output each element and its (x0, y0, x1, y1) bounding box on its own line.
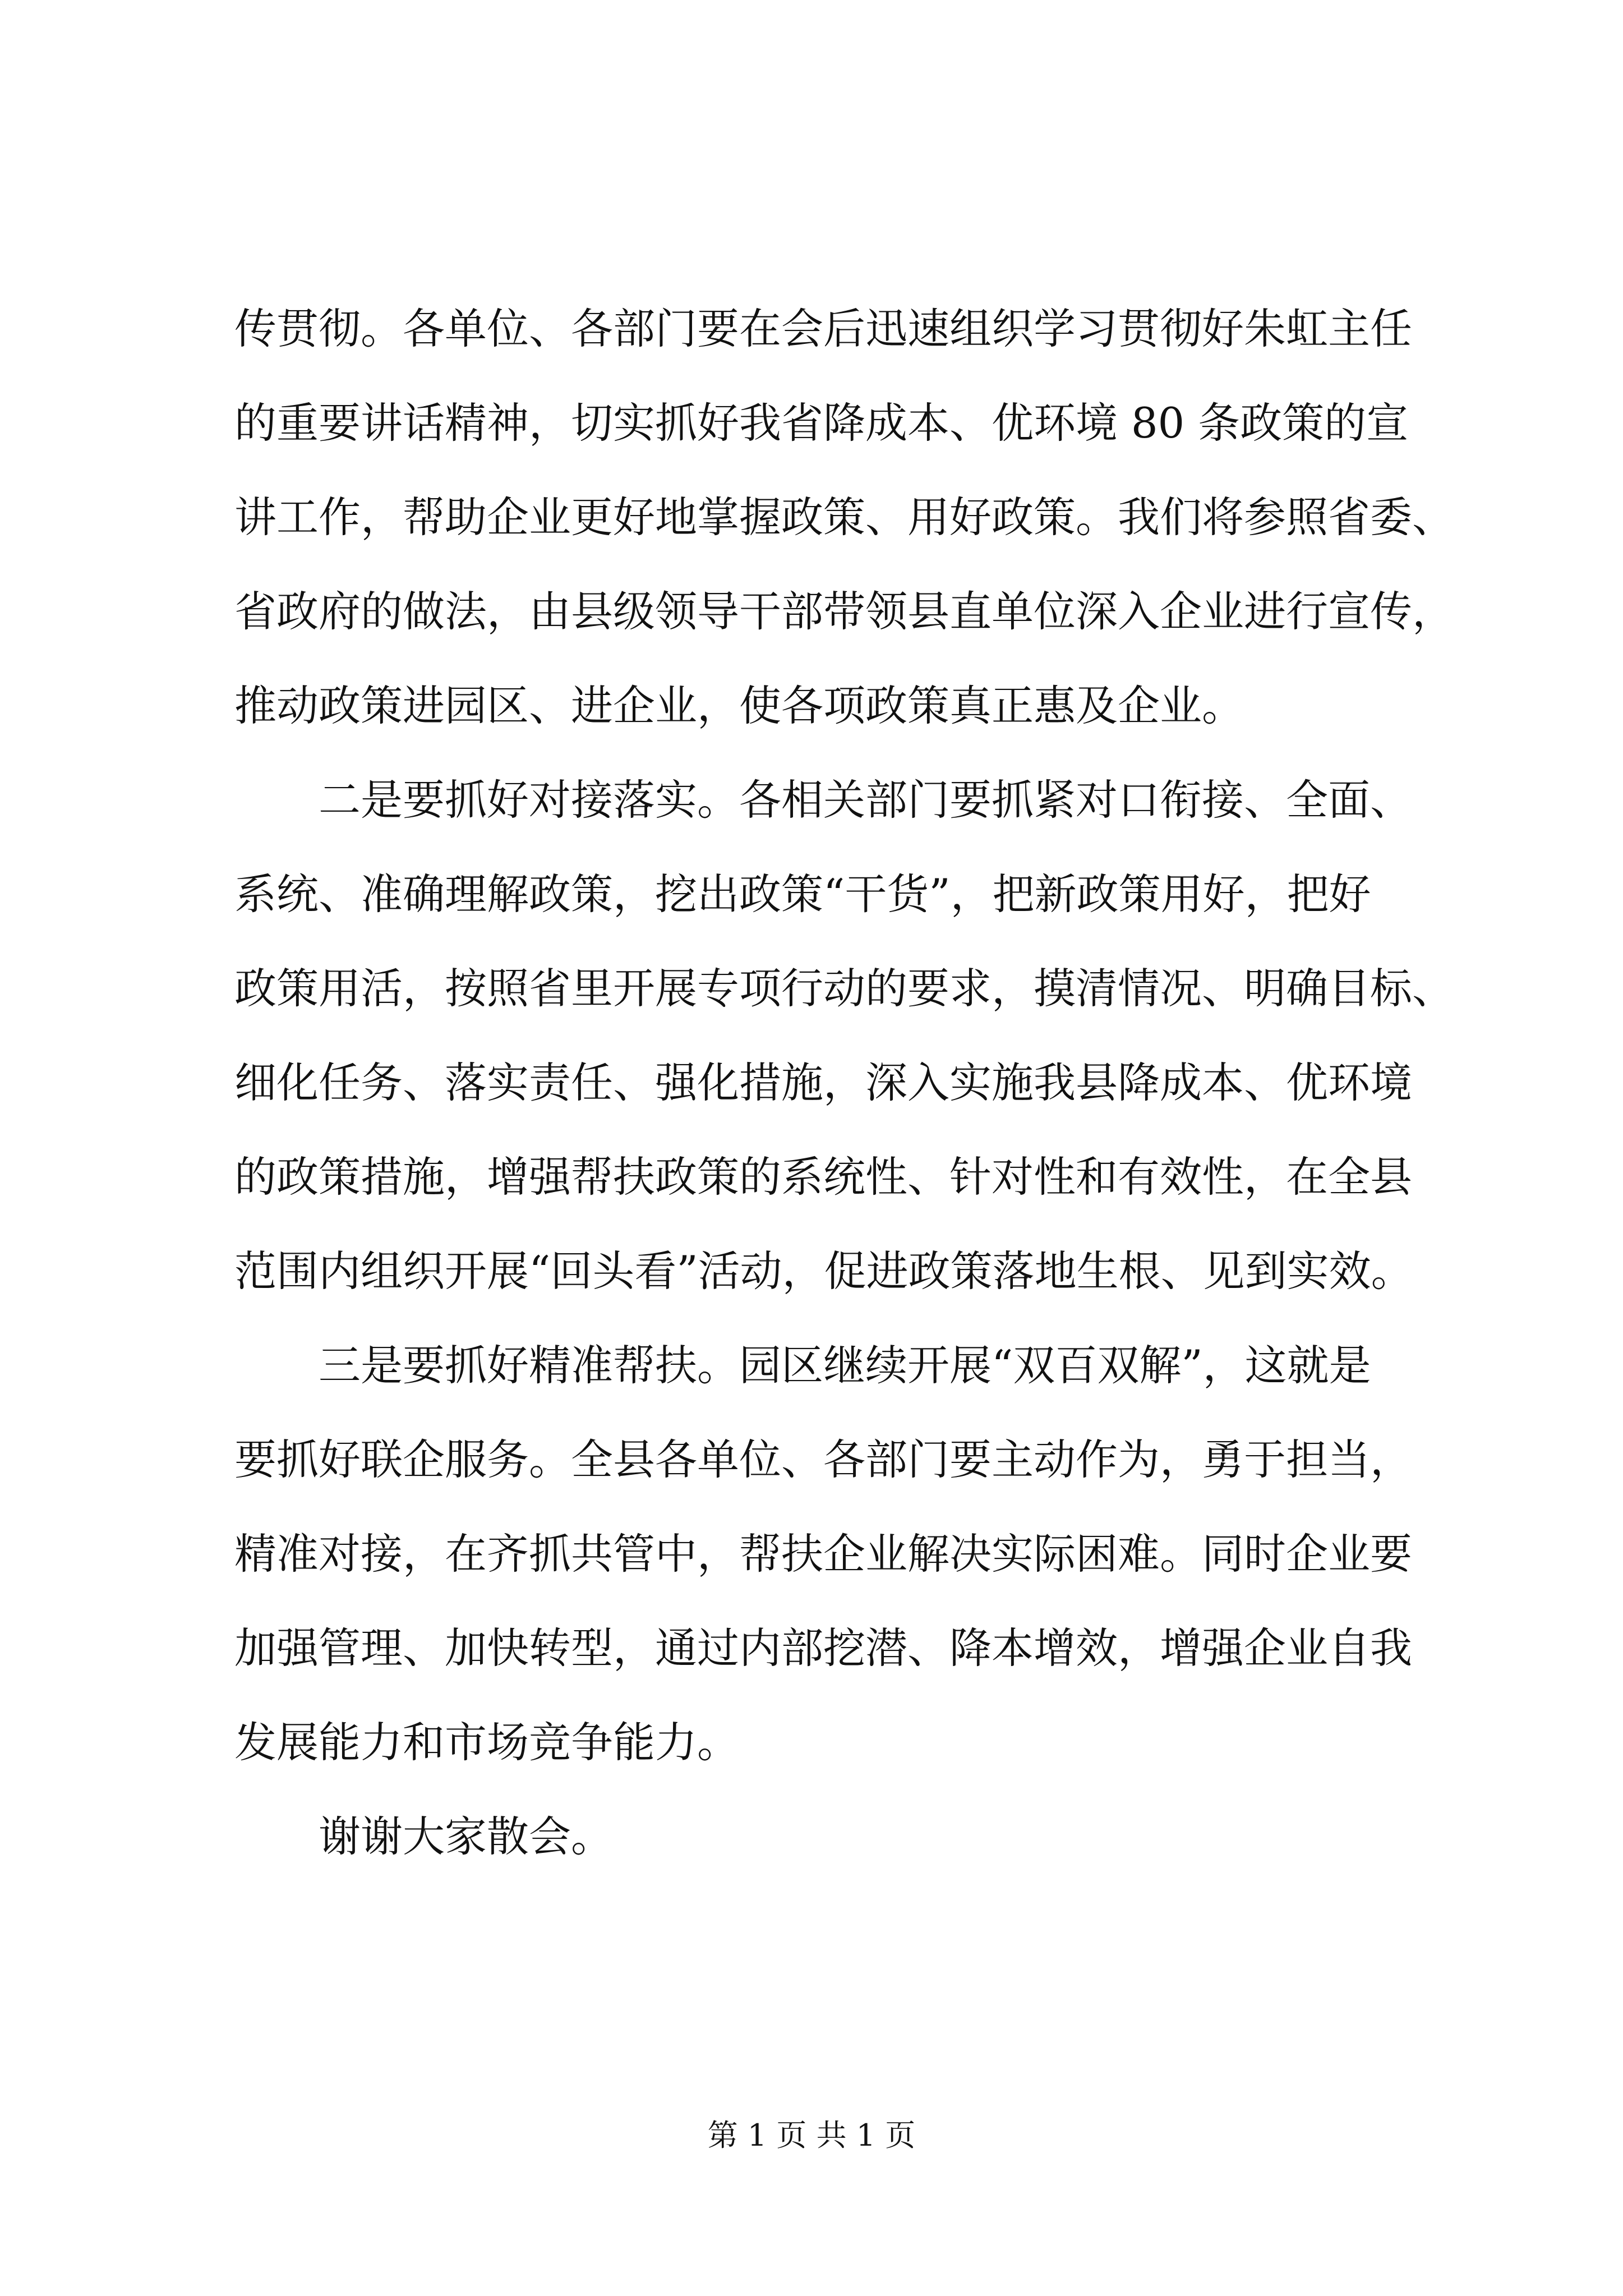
text-line-14: 精准对接，在齐抓共管中，帮扶企业解决实际困难。同时企业要 (234, 1529, 1413, 1579)
text-line-12: 三是要抓好精准帮扶。园区继续开展“双百双解”，这就是 (319, 1341, 1371, 1390)
page-number-footer: 第 1 页 共 1 页 (707, 2118, 916, 2153)
text-line-9: 细化任务、落实责任、强化措施，深入实施我县降成本、优环境 (234, 1058, 1413, 1107)
text-line-1: 传贯彻。各单位、各部门要在会后迅速组织学习贯彻好朱虹主任 (234, 304, 1413, 353)
text-line-2: 的重要讲话精神，切实抓好我省降成本、优环境 80 条政策的宣 (234, 398, 1409, 448)
text-line-7: 系统、准确理解政策，挖出政策“干货”，把新政策用好，把好 (234, 869, 1371, 919)
text-line-10: 的政策措施，增强帮扶政策的系统性、针对性和有效性，在全县 (234, 1152, 1413, 1202)
text-line-6: 二是要抓好对接落实。各相关部门要抓紧对口衔接、全面、 (319, 775, 1413, 825)
text-line-11: 范围内组织开展“回头看”活动，促进政策落地生根、见到实效。 (234, 1246, 1413, 1296)
text-line-4: 省政府的做法，由县级领导干部带领县直单位深入企业进行宣传， (234, 587, 1455, 636)
text-line-3: 讲工作，帮助企业更好地掌握政策、用好政策。我们将参照省委、 (234, 493, 1455, 542)
text-line-5: 推动政策进园区、进企业，使各项政策真正惠及企业。 (234, 681, 1244, 730)
text-line-17: 谢谢大家散会。 (319, 1812, 614, 1861)
text-line-8: 政策用活，按照省里开展专项行动的要求，摸清情况、明确目标、 (234, 964, 1455, 1013)
text-line-16: 发展能力和市场竞争能力。 (234, 1718, 740, 1767)
text-line-15: 加强管理、加快转型，通过内部挖潜、降本增效，增强企业自我 (234, 1623, 1413, 1673)
text-line-13: 要抓好联企服务。全县各单位、各部门要主动作为，勇于担当， (234, 1435, 1413, 1484)
